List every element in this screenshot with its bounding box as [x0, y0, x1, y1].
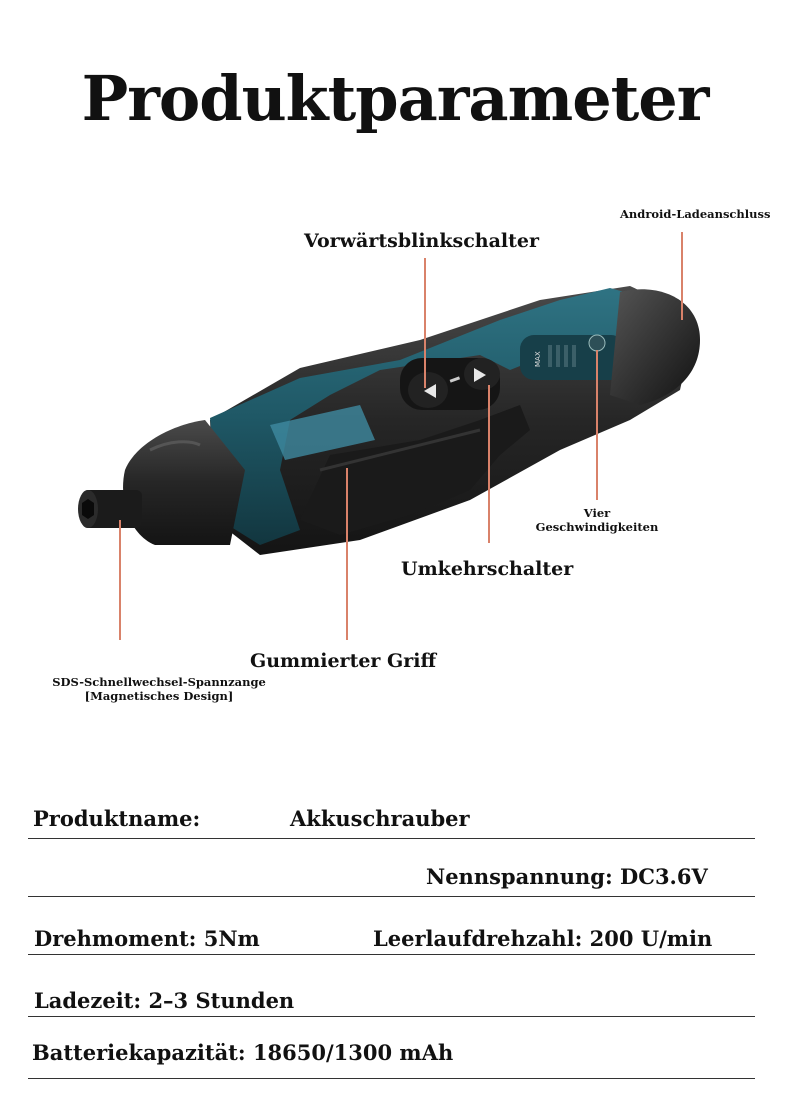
spec-battery: Batteriekapazität: 18650/1300 mAh [32, 1040, 454, 1065]
leader-grip [346, 468, 348, 640]
leader-reverse [488, 385, 490, 543]
spec-torque: Drehmoment: 5Nm [34, 926, 260, 951]
leader-charging [681, 232, 683, 320]
spec-row-torque-speed [28, 896, 755, 955]
callout-reverse-switch: Umkehrschalter [401, 558, 574, 580]
leader-forward [424, 258, 426, 388]
callout-charging-port: Android-Ladeanschluss [620, 207, 771, 221]
direction-switch [400, 358, 500, 410]
callout-collet-line2: [Magnetisches Design] [84, 689, 234, 703]
callout-speeds-line2: Geschwindigkeiten [535, 520, 659, 534]
callout-collet-line1: SDS-Schnellwechsel-Spannzange [52, 675, 266, 689]
spec-name-label: Produktname: [33, 806, 201, 831]
leader-speeds [596, 350, 598, 500]
callout-speeds-line1: Vier [583, 506, 611, 520]
speed-max-text: MAX [534, 351, 542, 367]
spec-row-voltage [28, 838, 755, 897]
callout-grip: Gummierter Griff [250, 650, 437, 672]
spec-row-name [28, 802, 755, 839]
speed-button-icon [589, 335, 605, 351]
leader-collet [119, 520, 121, 640]
callout-collet [44, 675, 274, 703]
spec-name-value: Akkuschrauber [290, 806, 470, 831]
bit-holder [78, 490, 142, 528]
spec-speed: Leerlaufdrehzahl: 200 U/min [373, 926, 713, 951]
page-title: Produktparameter [81, 62, 709, 135]
spec-row-battery [28, 1016, 755, 1079]
spec-voltage: Nennspannung: DC3.6V [426, 864, 708, 889]
rear-cap [610, 289, 700, 405]
callout-speeds [532, 506, 662, 534]
callout-forward-switch: Vorwärtsblinkschalter [304, 230, 540, 252]
spec-charge-time: Ladezeit: 2–3 Stunden [34, 988, 295, 1013]
spec-row-charge [28, 954, 755, 1017]
